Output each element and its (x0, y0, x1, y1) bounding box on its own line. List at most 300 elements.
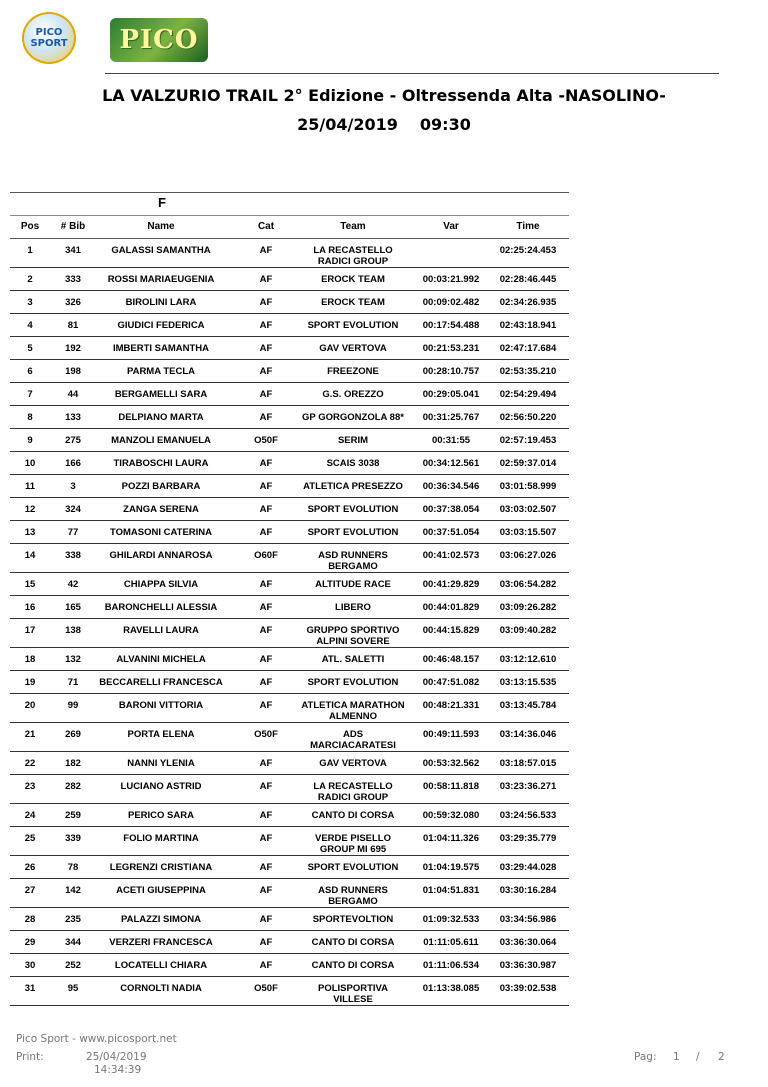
banner-logo-text: PICO (119, 25, 199, 55)
cell-team (290, 758, 416, 769)
logo-text-line1: PICO (35, 27, 63, 38)
cell-var: 00:44:01.829 (422, 602, 480, 613)
cell-cat: AF (259, 602, 273, 613)
cell-pos: 9 (27, 435, 33, 446)
cell-time: 03:36:30.987 (499, 960, 557, 971)
cell-name: CORNOLTI NADIA (120, 983, 202, 994)
cell-var: 00:41:29.829 (422, 579, 480, 590)
pico-banner-logo (110, 18, 208, 62)
cell-cat: AF (259, 885, 273, 896)
cell-time: 02:59:37.014 (499, 458, 557, 469)
cell-team (290, 602, 416, 613)
cell-name: PARMA TECLA (126, 366, 196, 377)
col-header-name: Name (147, 221, 175, 232)
cell-cat: AF (259, 297, 273, 308)
table-row (10, 723, 569, 752)
cell-pos: 30 (24, 960, 36, 971)
cell-bib: 78 (67, 862, 79, 873)
table-row (10, 671, 569, 694)
cell-time: 03:23:36.271 (499, 781, 557, 792)
footer-page-current: 1 (673, 1051, 680, 1063)
cell-var: 00:09:02.482 (422, 297, 480, 308)
cell-bib: 44 (67, 389, 79, 400)
logo-text-line2: SPORT (30, 38, 68, 49)
cell-pos: 11 (24, 481, 36, 492)
cell-pos: 21 (24, 729, 36, 740)
cell-time: 03:09:26.282 (499, 602, 557, 613)
cell-bib: 282 (65, 781, 81, 792)
cell-cat: AF (259, 245, 273, 256)
table-header (10, 216, 569, 239)
team-line: ALPINI SOVERE (316, 636, 390, 647)
event-title: LA VALZURIO TRAIL 2° Edizione - Oltressenda Alta -NASOLINO- (102, 86, 666, 105)
cell-team (290, 366, 416, 377)
event-time: 09:30 (419, 115, 471, 134)
cell-team (290, 412, 416, 423)
team-line: ALMENNO (328, 711, 378, 722)
cell-bib: 326 (65, 297, 81, 308)
team-line: SPORT EVOLUTION (307, 320, 399, 331)
cell-team (290, 983, 416, 1005)
cell-pos: 24 (24, 810, 36, 821)
table-body (10, 239, 569, 1006)
cell-var: 00:48:21.331 (422, 700, 480, 711)
cell-time: 03:30:16.284 (499, 885, 557, 896)
team-line: POLISPORTIVA (317, 983, 389, 994)
team-line: ASD RUNNERS (318, 885, 388, 896)
team-line: SCAIS 3038 (326, 458, 380, 469)
cell-name: IMBERTI SAMANTHA (112, 343, 210, 354)
cell-name: LEGRENZI CRISTIANA (109, 862, 213, 873)
cell-var: 00:37:38.054 (422, 504, 480, 515)
cell-team (290, 677, 416, 688)
cell-team (290, 297, 416, 308)
cell-time: 03:06:54.282 (499, 579, 557, 590)
cell-time: 02:54:29.494 (499, 389, 557, 400)
cell-name: MANZOLI EMANUELA (111, 435, 211, 446)
team-line: SPORTEVOLTION (312, 914, 394, 925)
team-line: ALTITUDE RACE (315, 579, 391, 590)
cell-team (290, 320, 416, 331)
table-row (10, 291, 569, 314)
cell-name: PERICO SARA (128, 810, 194, 821)
cell-var: 01:04:19.575 (422, 862, 480, 873)
team-line: BERGAMO (328, 561, 378, 572)
cell-bib: 192 (65, 343, 81, 354)
cell-time: 03:34:56.986 (499, 914, 557, 925)
cell-pos: 10 (24, 458, 36, 469)
col-header-pos: Pos (20, 221, 40, 232)
event-date: 25/04/2019 (297, 115, 398, 134)
cell-var: 01:11:06.534 (423, 960, 479, 971)
cell-name: LOCATELLI CHIARA (114, 960, 208, 971)
cell-bib: 259 (65, 810, 81, 821)
cell-var: 00:21:53.231 (422, 343, 480, 354)
team-line: RADICI GROUP (317, 256, 389, 267)
cell-var: 00:29:05.041 (422, 389, 480, 400)
cell-pos: 20 (24, 700, 36, 711)
cell-cat: O50F (254, 983, 278, 994)
team-line: G.S. OREZZO (322, 389, 384, 400)
cell-bib: 333 (65, 274, 81, 285)
cell-pos: 19 (24, 677, 36, 688)
cell-pos: 25 (24, 833, 36, 844)
cell-time: 03:29:35.779 (499, 833, 557, 844)
cell-team (290, 389, 416, 400)
team-line: SPORT EVOLUTION (307, 527, 399, 538)
table-row (10, 977, 569, 1006)
cell-bib: 81 (67, 320, 79, 331)
col-header-bib: # Bib (60, 221, 86, 232)
cell-name: BIROLINI LARA (125, 297, 197, 308)
cell-pos: 1 (27, 245, 33, 256)
cell-cat: AF (259, 274, 273, 285)
team-line: SPORT EVOLUTION (307, 862, 399, 873)
cell-cat: AF (259, 700, 273, 711)
cell-time: 03:06:27.026 (499, 550, 557, 561)
cell-pos: 3 (27, 297, 33, 308)
table-row (10, 406, 569, 429)
cell-var: 00:59:32.080 (422, 810, 480, 821)
cell-name: GIUDICI FEDERICA (117, 320, 205, 331)
cell-bib: 198 (65, 366, 81, 377)
cell-cat: AF (259, 677, 273, 688)
team-line: EROCK TEAM (321, 274, 385, 285)
table-row (10, 694, 569, 723)
cell-team (290, 937, 416, 948)
group-label: F (158, 195, 166, 210)
cell-name: TIRABOSCHI LAURA (113, 458, 209, 469)
cell-bib: 338 (65, 550, 81, 561)
cell-team (290, 833, 416, 855)
cell-pos: 2 (27, 274, 33, 285)
cell-var: 00:47:51.082 (422, 677, 480, 688)
team-line: ASD RUNNERS (318, 550, 388, 561)
cell-pos: 12 (24, 504, 36, 515)
table-row (10, 804, 569, 827)
cell-name: GALASSI SAMANTHA (111, 245, 211, 256)
table-row (10, 360, 569, 383)
cell-bib: 324 (65, 504, 81, 515)
cell-team (290, 729, 416, 751)
cell-name: DELPIANO MARTA (118, 412, 204, 423)
cell-var: 01:11:05.611 (423, 937, 479, 948)
cell-bib: 235 (65, 914, 81, 925)
cell-bib: 99 (67, 700, 79, 711)
cell-team (290, 435, 416, 446)
table-row (10, 573, 569, 596)
cell-team (290, 343, 416, 354)
table-row (10, 775, 569, 804)
cell-time: 03:39:02.538 (499, 983, 557, 994)
footer-page-total: 2 (718, 1051, 725, 1063)
table-row (10, 544, 569, 573)
cell-var: 00:58:11.818 (423, 781, 479, 792)
cell-bib: 341 (65, 245, 81, 256)
cell-team (290, 700, 416, 722)
cell-pos: 22 (24, 758, 36, 769)
team-line: RADICI GROUP (317, 792, 389, 803)
cell-cat: AF (259, 579, 273, 590)
cell-var: 00:31:25.767 (422, 412, 480, 423)
cell-bib: 132 (65, 654, 81, 665)
cell-pos: 17 (24, 625, 36, 636)
header-divider (105, 73, 719, 74)
team-line: SPORT EVOLUTION (307, 677, 399, 688)
team-line: CANTO DI CORSA (311, 960, 395, 971)
cell-team (290, 960, 416, 971)
cell-bib: 3 (70, 481, 76, 492)
cell-name: LUCIANO ASTRID (120, 781, 202, 792)
cell-bib: 339 (65, 833, 81, 844)
table-row (10, 931, 569, 954)
cell-pos: 28 (24, 914, 36, 925)
cell-time: 02:25:24.453 (499, 245, 557, 256)
cell-team (290, 781, 416, 803)
cell-bib: 95 (67, 983, 79, 994)
cell-team (290, 481, 416, 492)
cell-pos: 13 (24, 527, 36, 538)
cell-name: PORTA ELENA (127, 729, 195, 740)
footer-page-label: Pag: (634, 1051, 657, 1063)
cell-cat: AF (259, 914, 273, 925)
cell-var: 00:41:02.573 (422, 550, 480, 561)
cell-name: POZZI BARBARA (121, 481, 201, 492)
team-line: ADS (342, 729, 364, 740)
team-line: ATLETICA PRESEZZO (303, 481, 403, 492)
table-row (10, 908, 569, 931)
cell-cat: AF (259, 389, 273, 400)
cell-cat: AF (259, 625, 273, 636)
team-line: SERIM (337, 435, 369, 446)
cell-cat: AF (259, 504, 273, 515)
cell-cat: AF (259, 366, 273, 377)
cell-var: 00:36:34.546 (422, 481, 480, 492)
cell-time: 03:03:15.507 (499, 527, 557, 538)
cell-var: 00:17:54.488 (422, 320, 480, 331)
cell-name: BERGAMELLI SARA (114, 389, 208, 400)
col-header-time: Time (516, 221, 540, 232)
cell-time: 02:47:17.684 (499, 343, 557, 354)
cell-var: 00:34:12.561 (422, 458, 480, 469)
cell-name: RAVELLI LAURA (123, 625, 199, 636)
cell-pos: 26 (24, 862, 36, 873)
table-row (10, 752, 569, 775)
cell-team (290, 914, 416, 925)
cell-name: BECCARELLI FRANCESCA (99, 677, 223, 688)
cell-bib: 133 (65, 412, 81, 423)
cell-team (290, 625, 416, 647)
table-row (10, 521, 569, 544)
cell-bib: 138 (65, 625, 81, 636)
team-line: BERGAMO (328, 896, 378, 907)
cell-var: 00:03:21.992 (422, 274, 480, 285)
team-line: VILLESE (333, 994, 373, 1005)
col-header-cat: Cat (257, 221, 275, 232)
cell-cat: AF (259, 654, 273, 665)
cell-bib: 344 (65, 937, 81, 948)
cell-team (290, 885, 416, 907)
team-line: GRUPPO SPORTIVO (306, 625, 400, 636)
footer-print-time: 14:34:39 (94, 1064, 142, 1076)
team-line: LA RECASTELLO (313, 245, 393, 256)
table-row (10, 239, 569, 268)
team-line: ATL. SALETTI (321, 654, 385, 665)
cell-team (290, 504, 416, 515)
cell-bib: 252 (65, 960, 81, 971)
cell-name: ALVANINI MICHELA (116, 654, 206, 665)
table-row (10, 475, 569, 498)
cell-bib: 166 (65, 458, 81, 469)
footer-page-sep: / (696, 1051, 700, 1063)
table-row (10, 337, 569, 360)
cell-name: ACETI GIUSEPPINA (116, 885, 206, 896)
cell-name: BARONI VITTORIA (118, 700, 204, 711)
table-row (10, 452, 569, 475)
cell-time: 03:14:36.046 (499, 729, 557, 740)
cell-time: 03:09:40.282 (499, 625, 557, 636)
cell-pos: 31 (24, 983, 36, 994)
cell-cat: AF (259, 810, 273, 821)
cell-name: NANNI YLENIA (127, 758, 195, 769)
team-line: EROCK TEAM (321, 297, 385, 308)
cell-bib: 42 (67, 579, 79, 590)
cell-cat: O50F (254, 729, 278, 740)
team-line: CANTO DI CORSA (311, 810, 395, 821)
cell-name: BARONCHELLI ALESSIA (104, 602, 218, 613)
cell-name: ZANGA SERENA (123, 504, 199, 515)
cell-time: 03:01:58.999 (499, 481, 557, 492)
cell-team (290, 527, 416, 538)
cell-var: 01:09:32.533 (422, 914, 480, 925)
table-row (10, 648, 569, 671)
team-line: LA RECASTELLO (313, 781, 393, 792)
cell-team (290, 654, 416, 665)
col-header-var: Var (443, 221, 459, 232)
table-row (10, 596, 569, 619)
cell-cat: AF (259, 960, 273, 971)
cell-cat: AF (259, 481, 273, 492)
table-row (10, 383, 569, 406)
cell-time: 03:36:30.064 (499, 937, 557, 948)
cell-time: 02:56:50.220 (499, 412, 557, 423)
cell-bib: 182 (65, 758, 81, 769)
cell-time: 02:34:26.935 (499, 297, 557, 308)
cell-pos: 5 (27, 343, 33, 354)
cell-bib: 165 (65, 602, 81, 613)
table-row (10, 268, 569, 291)
table-row (10, 619, 569, 648)
table-row (10, 429, 569, 452)
cell-cat: AF (259, 527, 273, 538)
table-row (10, 856, 569, 879)
team-line: VERDE PISELLO (314, 833, 391, 844)
cell-pos: 18 (24, 654, 36, 665)
cell-team (290, 810, 416, 821)
cell-team (290, 245, 416, 267)
cell-cat: AF (259, 343, 273, 354)
cell-time: 03:24:56.533 (499, 810, 557, 821)
cell-cat: O60F (254, 550, 278, 561)
cell-pos: 7 (27, 389, 33, 400)
table-row (10, 954, 569, 977)
cell-pos: 6 (27, 366, 33, 377)
event-datetime (0, 115, 768, 134)
cell-var: 01:04:11.326 (423, 833, 479, 844)
pico-sport-logo (22, 12, 76, 64)
cell-name: PALAZZI SIMONA (120, 914, 202, 925)
team-line: GROUP MI 695 (319, 844, 387, 855)
cell-var: 00:28:10.757 (422, 366, 480, 377)
cell-var: 00:53:32.562 (422, 758, 480, 769)
team-line: GAV VERTOVA (319, 758, 387, 769)
cell-var: 00:49:11.593 (423, 729, 479, 740)
cell-time: 02:43:18.941 (499, 320, 557, 331)
footer-site: Pico Sport - www.picosport.net (16, 1033, 177, 1045)
team-line: LIBERO (335, 602, 371, 613)
cell-pos: 27 (24, 885, 36, 896)
team-line: CANTO DI CORSA (311, 937, 395, 948)
cell-var: 00:31:55 (431, 435, 471, 446)
cell-name: ROSSI MARIAEUGENIA (107, 274, 215, 285)
cell-var: 01:04:51.831 (422, 885, 480, 896)
cell-var: 00:37:51.054 (422, 527, 480, 538)
table-row (10, 879, 569, 908)
cell-bib: 269 (65, 729, 81, 740)
cell-team (290, 579, 416, 590)
cell-name: TOMASONI CATERINA (109, 527, 213, 538)
footer-print-date: 25/04/2019 (86, 1051, 147, 1063)
cell-pos: 4 (27, 320, 33, 331)
col-header-team: Team (340, 221, 366, 232)
cell-pos: 29 (24, 937, 36, 948)
cell-cat: AF (259, 758, 273, 769)
group-header (10, 192, 569, 216)
table-row (10, 314, 569, 337)
team-line: SPORT EVOLUTION (307, 504, 399, 515)
cell-pos: 23 (24, 781, 36, 792)
cell-bib: 77 (67, 527, 79, 538)
results-table (10, 192, 569, 1006)
cell-name: VERZERI FRANCESCA (109, 937, 213, 948)
cell-cat: AF (259, 862, 273, 873)
cell-team (290, 458, 416, 469)
cell-time: 03:13:45.784 (499, 700, 557, 711)
cell-pos: 16 (24, 602, 36, 613)
cell-pos: 14 (24, 550, 36, 561)
cell-time: 03:12:12.610 (499, 654, 557, 665)
cell-time: 03:03:02.507 (499, 504, 557, 515)
cell-cat: AF (259, 320, 273, 331)
cell-time: 02:57:19.453 (499, 435, 557, 446)
cell-time: 03:18:57.015 (499, 758, 557, 769)
team-line: MARCIACARATESI (310, 740, 396, 751)
cell-pos: 15 (24, 579, 36, 590)
team-line: GP GORGONZOLA 88* (302, 412, 404, 423)
table-row (10, 827, 569, 856)
cell-team (290, 862, 416, 873)
table-row (10, 498, 569, 521)
team-line: ATLETICA MARATHON (301, 700, 405, 711)
cell-bib: 142 (65, 885, 81, 896)
cell-team (290, 550, 416, 572)
cell-time: 02:53:35.210 (499, 366, 557, 377)
team-line: GAV VERTOVA (319, 343, 387, 354)
cell-name: GHILARDI ANNAROSA (109, 550, 213, 561)
cell-name: CHIAPPA SILVIA (123, 579, 199, 590)
cell-cat: O50F (254, 435, 278, 446)
cell-var: 00:44:15.829 (422, 625, 480, 636)
